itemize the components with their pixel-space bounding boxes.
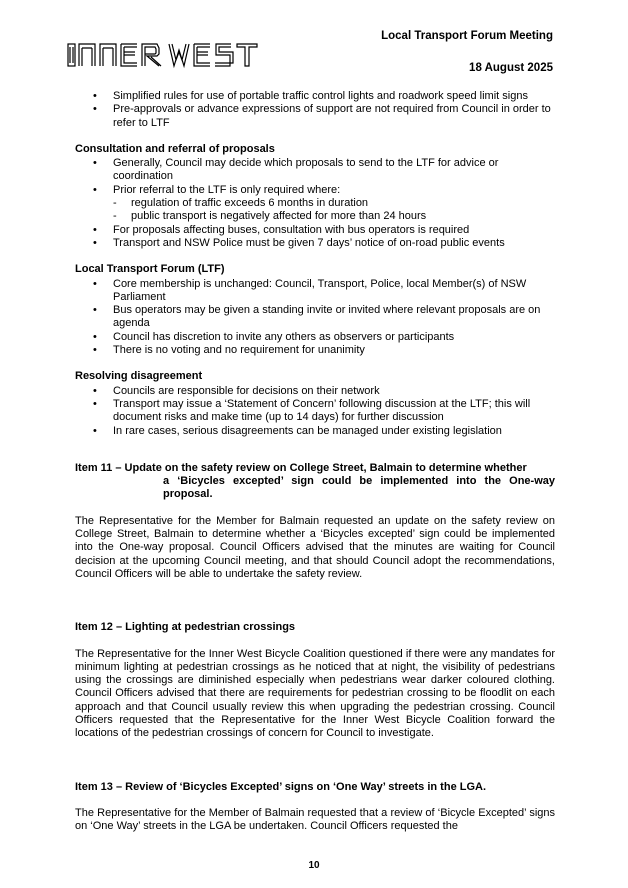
list-item: • In rare cases, serious disagreements can be managed under existing legislation <box>93 424 502 437</box>
sub-list-item: - public transport is negatively affected for more than 24 hours <box>113 210 427 223</box>
list-item: • Prior referral to the LTF is only required where: <box>93 183 341 196</box>
top-bullet-list <box>75 90 555 130</box>
disagreement-bullet-list <box>75 385 555 438</box>
consultation-bullet-list-cont <box>75 224 555 251</box>
bullet-mark: • <box>93 236 97 249</box>
list-item: • Transport may issue a ‘Statement of Concern’ following discussion at the LTF; this will document risks and make time (up to 14 days) for further discussion <box>93 397 531 424</box>
section-heading-consultation: Consultation and referral of proposals <box>75 142 275 155</box>
bullet-mark: • <box>93 330 97 343</box>
consultation-sub-list <box>75 197 555 224</box>
dash-mark: - <box>113 197 117 210</box>
item-11-body: The Representative for the Member for Balmain requested an update on the safety review on College Street, Balmain to determine whether a ‘Bicycles excepted’ sign could be implemented into the One-way proposal. Council Officers advised that the minutes are waiting for Council decision at the upcoming Council meeting, and that should Council adopt the recommendations, Council Officers will be able to undertake the safety review. <box>75 514 555 580</box>
item-12-body: The Representative for the Inner West Bicycle Coalition questioned if there were any mandates for minimum lighting at pedestrian crossings as he noticed that at night, the visibility of pedestrians using the crossings are diminished especially when pedestrians wear darker coloured clothing. Council Officers advised that there are requirements for pedestrian crossing to be floodlit on each approach and that Council usually review this when upgrading the pedestrian crossing. Council Officers requested that the Representative for the Inner West Bicycle Coalition forward the locations of the pedestrian crossings of concern for Council to investigate. <box>75 647 555 740</box>
list-item: • There is no voting and no requirement for unanimity <box>93 344 365 357</box>
bullet-mark: • <box>93 90 97 102</box>
consultation-bullet-list <box>75 157 555 197</box>
item-13-body: The Representative for the Member of Balmain requested that a review of ‘Bicycle Excepted’ signs on ‘One Way’ streets in the LGA be undertaken. Council Officers requested the <box>75 806 555 833</box>
item-12-title: Item 12 – Lighting at pedestrian crossings <box>75 621 296 634</box>
bullet-mark: • <box>93 223 97 236</box>
bullet-mark: • <box>93 157 97 170</box>
list-item: • Councils are responsible for decisions on their network <box>93 384 380 397</box>
list-item: • Core membership is unchanged: Council, Transport, Police, local Member(s) of NSW Parliament <box>93 277 527 303</box>
item-11 <box>75 462 555 581</box>
item-13 <box>75 781 555 834</box>
bullet-mark: • <box>93 304 97 317</box>
item-11-title: Item 11 – Update on the safety review on College Street, Balmain to determine whether a ‘Bicycles excepted’ sign could be implemented into the One-way proposal. <box>75 461 555 501</box>
section-heading-ltf: Local Transport Forum (LTF) <box>75 263 225 276</box>
sub-list-item: - regulation of traffic exceeds 6 months in duration <box>113 197 369 210</box>
inner-west-logo <box>67 40 267 70</box>
dash-mark: - <box>113 210 117 223</box>
bullet-mark: • <box>93 344 97 357</box>
section-heading-disagreement: Resolving disagreement <box>75 370 203 383</box>
bullet-mark: • <box>93 277 97 290</box>
bullet-mark: • <box>93 397 97 410</box>
item-13-title: Item 13 – Review of ‘Bicycles Excepted’ signs on ‘One Way’ streets in the LGA. <box>75 780 487 793</box>
list-item: • Council has discretion to invite any others as observers or participants <box>93 330 455 343</box>
document-body <box>75 90 555 833</box>
list-item: • Bus operators may be given a standing invite or invited where relevant proposals are on agenda <box>93 304 541 330</box>
list-item: • Pre-approvals or advance expressions of support are not required from Council in order to refer to LTF <box>93 103 551 129</box>
ltf-bullet-list <box>75 278 555 358</box>
page-number: 10 <box>308 860 320 871</box>
list-item: • Simplified rules for use of portable traffic control lights and roadwork speed limit signs <box>93 90 528 102</box>
meeting-date: 18 August 2025 <box>469 62 553 74</box>
list-item: • Generally, Council may decide which proposals to send to the LTF for advice or coordination <box>93 157 499 183</box>
meeting-title: Local Transport Forum Meeting <box>381 30 553 42</box>
bullet-mark: • <box>93 384 97 397</box>
bullet-mark: • <box>93 103 97 116</box>
bullet-mark: • <box>93 424 97 437</box>
bullet-mark: • <box>93 183 97 196</box>
list-item: • Transport and NSW Police must be given 7 days’ notice of on-road public events <box>93 236 505 249</box>
item-12 <box>75 621 555 740</box>
list-item: • For proposals affecting buses, consultation with bus operators is required <box>93 223 470 236</box>
